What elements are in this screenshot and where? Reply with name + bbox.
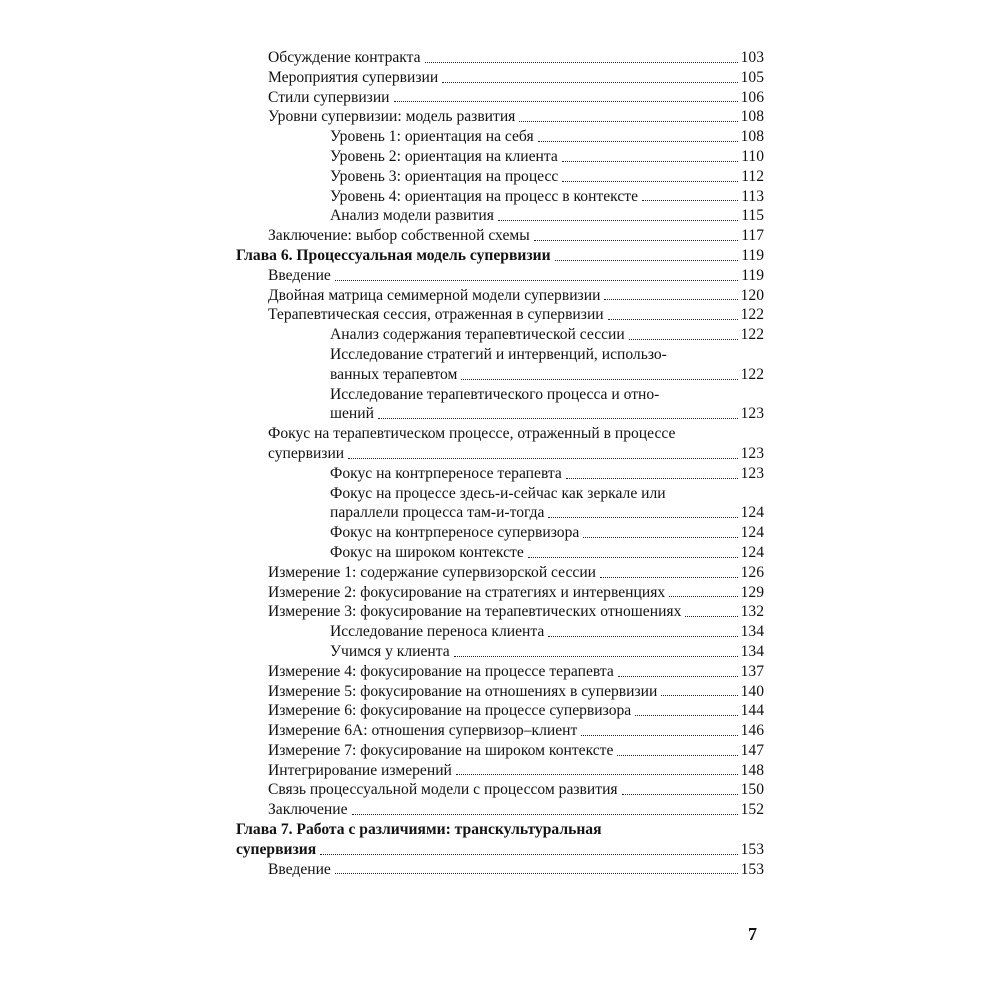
toc-entry-page: 147 — [740, 741, 764, 759]
dot-leader — [617, 755, 737, 756]
toc-entry-page: 124 — [740, 504, 764, 522]
toc-entry-title: Измерение 2: фокусирование на стратегиях и интервенциях — [268, 583, 666, 601]
toc-entry — [236, 642, 764, 662]
dot-leader — [566, 478, 738, 479]
toc-entry-page: 129 — [740, 583, 764, 601]
dot-leader — [583, 537, 737, 538]
toc-entry-page: 115 — [741, 207, 764, 225]
dot-leader — [456, 774, 738, 775]
toc-entry-title: Глава 7. Работа с различиями: транскультуральная — [236, 821, 602, 839]
toc-entry — [236, 741, 764, 761]
toc-entry — [236, 682, 764, 702]
table-of-contents — [236, 48, 764, 879]
dot-leader — [618, 676, 738, 677]
toc-chapter-heading — [236, 246, 764, 266]
toc-entry-title: Анализ модели развития — [330, 207, 494, 225]
toc-entry — [236, 404, 764, 424]
toc-entry-title: Обсуждение контракта — [268, 49, 421, 66]
toc-entry-page: 110 — [741, 147, 764, 165]
toc-entry — [236, 365, 764, 385]
toc-entry-page: 153 — [740, 860, 764, 878]
toc-entry-title: Мероприятия супервизии — [268, 68, 439, 86]
toc-entry-line — [236, 484, 764, 504]
toc-entry — [236, 206, 764, 226]
toc-entry-page: 117 — [741, 227, 764, 245]
toc-entry — [236, 147, 764, 167]
toc-entry-title: Измерение 5: фокусирование на отношениях в супервизии — [268, 682, 658, 700]
toc-entry — [236, 563, 764, 583]
toc-entry-page: 105 — [740, 68, 764, 86]
toc-entry — [236, 761, 764, 781]
toc-entry-page: 119 — [741, 266, 764, 284]
toc-entry-line — [236, 424, 764, 444]
dot-leader — [548, 517, 737, 518]
toc-entry-title: Введение — [268, 266, 331, 284]
toc-entry — [236, 444, 764, 464]
toc-entry-page: 103 — [740, 49, 764, 66]
toc-entry-page: 134 — [740, 642, 764, 660]
dot-leader — [352, 814, 738, 815]
toc-entry-title: Интегрирование измерений — [268, 761, 452, 779]
toc-entry-title: Фокус на терапевтическом процессе, отраженный в процессе — [268, 425, 676, 443]
toc-entry-page: 119 — [741, 246, 764, 264]
toc-entry — [236, 464, 764, 484]
toc-entry — [236, 721, 764, 741]
toc-entry-page: 140 — [740, 682, 764, 700]
toc-entry — [236, 860, 764, 880]
toc-entry-title: Фокус на контрпереносе терапевта — [330, 464, 562, 482]
dot-leader — [608, 319, 738, 320]
page-number: 7 — [748, 924, 757, 944]
toc-entry-title: Измерение 1: содержание супервизорской сессии — [268, 563, 597, 581]
toc-entry-line — [236, 385, 764, 405]
dot-leader — [335, 873, 738, 874]
toc-entry — [236, 305, 764, 325]
dot-leader — [562, 161, 738, 162]
toc-entry — [236, 107, 764, 127]
toc-entry — [236, 127, 764, 147]
dot-leader — [562, 181, 738, 182]
dot-leader — [378, 418, 738, 419]
toc-entry — [236, 701, 764, 721]
toc-entry-page: 108 — [740, 128, 764, 146]
dot-leader — [555, 260, 739, 261]
dot-leader — [442, 82, 737, 83]
toc-entry — [236, 543, 764, 563]
toc-chapter-heading — [236, 840, 764, 860]
toc-entry-title: шений — [330, 405, 374, 423]
toc-entry-title: Глава 6. Процессуальная модель супервизии — [236, 246, 551, 264]
toc-entry-title: Фокус на контрпереносе супервизора — [330, 524, 580, 542]
toc-entry — [236, 187, 764, 207]
toc-entry-page: 126 — [740, 563, 764, 581]
toc-entry-title: Заключение — [268, 801, 348, 819]
toc-entry-page: 137 — [740, 662, 764, 680]
toc-entry-title: ванных терапевтом — [330, 365, 458, 383]
toc-entry-title: супервизии — [268, 444, 345, 462]
toc-entry-title: Исследование переноса клиента — [330, 623, 545, 641]
dot-leader — [454, 656, 738, 657]
dot-leader — [548, 636, 737, 637]
dot-leader — [498, 220, 738, 221]
toc-entry-page: 153 — [740, 840, 764, 858]
toc-entry-title: Измерение 7: фокусирование на широком контексте — [268, 741, 614, 759]
toc-entry-page: 122 — [740, 306, 764, 324]
toc-entry-title: Уровень 3: ориентация на процесс — [330, 167, 559, 185]
dot-leader — [528, 557, 738, 558]
toc-entry — [236, 800, 764, 820]
toc-entry-page: 123 — [740, 405, 764, 423]
toc-entry-title: Уровень 4: ориентация на процесс в контексте — [330, 187, 638, 205]
dot-leader — [581, 735, 737, 736]
dot-leader — [629, 339, 738, 340]
toc-entry-page: 122 — [740, 326, 764, 344]
toc-entry-title: Введение — [268, 860, 331, 878]
toc-entry-title: Уровень 1: ориентация на себя — [330, 128, 534, 146]
toc-entry — [236, 226, 764, 246]
toc-entry-page: 113 — [741, 187, 764, 205]
dot-leader — [348, 458, 737, 459]
dot-leader — [425, 62, 738, 63]
toc-entry — [236, 325, 764, 345]
dot-leader — [538, 141, 738, 142]
dot-leader — [519, 121, 737, 122]
toc-entry-title: супервизия — [236, 840, 317, 858]
toc-entry-title: Стили супервизии — [268, 88, 390, 106]
dot-leader — [685, 616, 737, 617]
toc-entry — [236, 48, 764, 68]
dot-leader — [669, 596, 737, 597]
toc-entry-title: Учимся у клиента — [330, 642, 450, 660]
toc-entry-title: Фокус на процессе здесь-и-сейчас как зеркале или — [330, 484, 666, 502]
toc-entry-title: Измерение 3: фокусирование на терапевтических отношениях — [268, 603, 682, 621]
toc-entry-page: 148 — [740, 761, 764, 779]
toc-entry-title: Заключение: выбор собственной схемы — [268, 227, 530, 245]
toc-entry-line — [236, 345, 764, 365]
toc-entry-page: 146 — [740, 722, 764, 740]
toc-entry — [236, 622, 764, 642]
toc-entry — [236, 602, 764, 622]
toc-entry-page: 152 — [740, 801, 764, 819]
toc-entry-page: 134 — [740, 623, 764, 641]
toc-entry — [236, 780, 764, 800]
dot-leader — [335, 280, 738, 281]
toc-entry-page: 132 — [740, 603, 764, 621]
toc-entry — [236, 68, 764, 88]
toc-entry-page: 123 — [740, 464, 764, 482]
toc-entry-page: 106 — [740, 88, 764, 106]
toc-entry — [236, 286, 764, 306]
toc-entry-page: 108 — [740, 108, 764, 126]
dot-leader — [604, 299, 737, 300]
dot-leader — [461, 379, 737, 380]
toc-entry — [236, 503, 764, 523]
toc-entry-page: 144 — [740, 702, 764, 720]
toc-chapter-heading — [236, 820, 764, 840]
dot-leader — [661, 695, 737, 696]
toc-entry — [236, 88, 764, 108]
toc-entry-title: Исследование стратегий и интервенций, использо- — [330, 345, 667, 363]
toc-entry-title: Анализ содержания терапевтической сессии — [330, 326, 625, 344]
dot-leader — [534, 240, 738, 241]
toc-entry — [236, 662, 764, 682]
toc-entry-page: 123 — [740, 444, 764, 462]
toc-entry-page: 150 — [740, 781, 764, 799]
dot-leader — [642, 200, 738, 201]
toc-entry — [236, 167, 764, 187]
toc-entry — [236, 583, 764, 603]
dot-leader — [394, 101, 738, 102]
toc-entry-title: Уровень 2: ориентация на клиента — [330, 147, 558, 165]
toc-entry-title: Измерение 6: фокусирование на процессе супервизора — [268, 702, 632, 720]
dot-leader — [622, 794, 738, 795]
toc-entry-title: Измерение 4: фокусирование на процессе терапевта — [268, 662, 614, 680]
dot-leader — [600, 577, 738, 578]
toc-entry-page: 124 — [740, 524, 764, 542]
toc-entry — [236, 523, 764, 543]
toc-entry-title: Уровни супервизии: модель развития — [268, 108, 516, 126]
toc-entry-page: 122 — [740, 365, 764, 383]
toc-entry-title: Двойная матрица семимерной модели супервизии — [268, 286, 601, 304]
toc-entry-title: Терапевтическая сессия, отраженная в супервизии — [268, 306, 604, 324]
toc-entry-page: 120 — [740, 286, 764, 304]
toc-entry-page: 124 — [740, 543, 764, 561]
dot-leader — [320, 854, 737, 855]
toc-entry-title: Фокус на широком контексте — [330, 543, 524, 561]
toc-entry-title: Исследование терапевтического процесса и отно- — [330, 385, 660, 403]
toc-entry-title: Связь процессуальной модели с процессом развития — [268, 781, 618, 799]
toc-entry-title: Измерение 6А: отношения супервизор–клиент — [268, 722, 578, 740]
toc-entry-page: 112 — [741, 167, 764, 185]
dot-leader — [635, 715, 737, 716]
toc-entry — [236, 266, 764, 286]
toc-entry-title: параллели процесса там-и-тогда — [330, 504, 545, 522]
